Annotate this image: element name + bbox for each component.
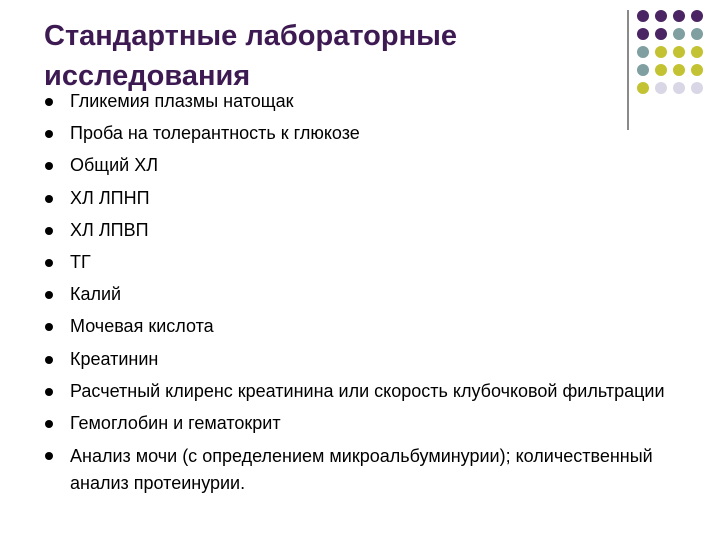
bullet-item — [44, 443, 684, 496]
decorative-dot-purple — [655, 28, 667, 40]
bullet-dot-icon — [45, 227, 53, 235]
decorative-dot-purple — [691, 10, 703, 22]
bullet-text: ХЛ ЛПВП — [70, 219, 149, 240]
bullet-text: Мочевая кислота — [70, 316, 214, 337]
bullet-item — [44, 153, 684, 177]
decorative-dot-teal — [637, 64, 649, 76]
decorative-dot-teal — [637, 46, 649, 58]
decorative-dot-purple — [637, 28, 649, 40]
slide-title: Стандартные лабораторные исследования — [44, 20, 458, 92]
decorative-dot-olive — [655, 64, 667, 76]
bullet-text: ХЛ ЛПНП — [70, 187, 150, 208]
bullet-item — [44, 250, 684, 274]
decorative-dot-olive — [691, 46, 703, 58]
bullet-text: Креатинин — [70, 348, 159, 369]
bullet-item — [44, 314, 684, 338]
decorative-dot-purple — [673, 10, 685, 22]
bullet-dot-icon — [45, 195, 53, 203]
bullet-text: Расчетный клиренс креатинина или скорость клубочковой фильтрации — [70, 380, 665, 401]
bullet-text: Гемоглобин и гематокрит — [70, 412, 281, 433]
decorative-dot-olive — [673, 46, 685, 58]
bullet-list — [44, 89, 684, 504]
decorative-dot-teal — [691, 28, 703, 40]
decorative-dot-olive — [691, 64, 703, 76]
bullet-text: Общий ХЛ — [70, 155, 159, 176]
decorative-dot-purple — [637, 10, 649, 22]
bullet-text: Проба на толерантность к глюкозе — [70, 123, 360, 144]
bullet-text: Калий — [70, 284, 122, 305]
decorative-dot-olive — [673, 64, 685, 76]
bullet-dot-icon — [45, 420, 53, 428]
bullet-dot-icon — [45, 388, 53, 396]
bullet-item — [44, 186, 684, 210]
bullet-item — [44, 89, 684, 113]
bullet-item — [44, 379, 684, 403]
bullet-text: Анализ мочи (с определением микроальбуминурии); количественный анализ протеинурии. — [70, 446, 653, 493]
bullet-dot-icon — [45, 259, 53, 267]
bullet-item — [44, 121, 684, 145]
bullet-item — [44, 411, 684, 435]
decorative-dot-olive — [655, 46, 667, 58]
bullet-item — [44, 218, 684, 242]
bullet-dot-icon — [45, 291, 53, 299]
decorative-dot-purple — [655, 10, 667, 22]
decorative-dot-teal — [673, 28, 685, 40]
bullet-dot-icon — [45, 162, 53, 170]
bullet-item — [44, 282, 684, 306]
bullet-dot-icon — [45, 98, 53, 106]
bullet-dot-icon — [45, 323, 53, 331]
bullet-item — [44, 347, 684, 371]
bullet-dot-icon — [45, 130, 53, 138]
bullet-dot-icon — [45, 356, 53, 364]
decorative-dot-lavender — [691, 82, 703, 94]
bullet-text: Гликемия плазмы натощак — [70, 91, 294, 111]
bullet-text: ТГ — [70, 251, 91, 272]
bullet-dot-icon — [45, 452, 53, 460]
